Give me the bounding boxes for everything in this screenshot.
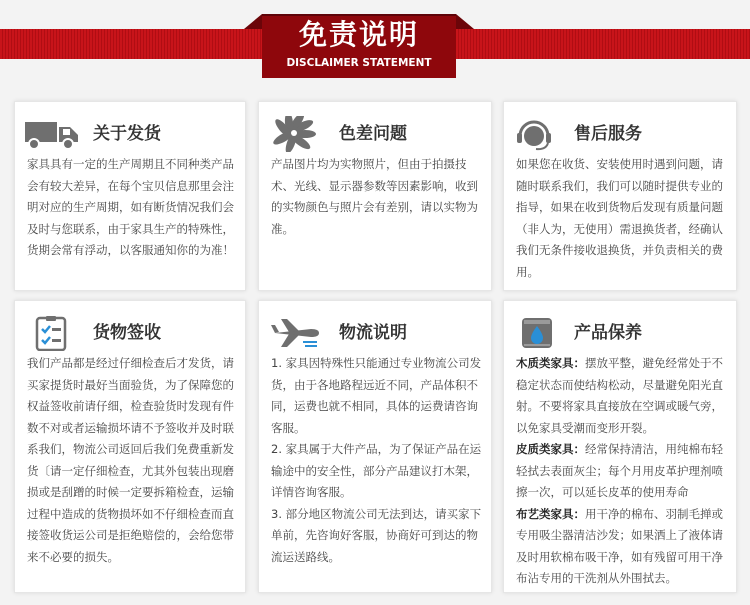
truck-icon: [23, 116, 81, 152]
card-text: [516, 154, 728, 283]
card-paragraph: 家具具有一定的生产周期且不同种类产品会有较大差异，在每个宝贝信息那里会注明对应的生产周期，如有断货情况我们会及时与您联系，由于家具生产的特殊性，货期会常有浮动，以客服通知你的为准！: [27, 157, 234, 257]
card-logistics: [258, 300, 492, 593]
disclaimer-banner: [0, 0, 750, 88]
card-title: 产品保养: [574, 323, 642, 343]
care-label: 皮质类家具：: [516, 442, 585, 456]
card-receipt: [14, 300, 246, 593]
card-shipping: [14, 101, 246, 291]
care-label: 木质类家具：: [516, 356, 585, 370]
banner-title: 免责说明: [298, 18, 419, 51]
banner-tab-fold-right: [456, 14, 474, 29]
card-paragraph: 1. 家具因特殊性只能通过专业物流公司发货，由于各地路程远近不同，产品体积不同，运费也就不相同，具体的运费请咨询客服。: [271, 356, 482, 435]
card-text: [27, 154, 237, 262]
color-palette-icon: [267, 116, 325, 152]
card-text: [271, 154, 483, 240]
card-paragraph: 产品图片均为实物照片，但由于拍摄技术、光线、显示器参数等因素影响，收到的实物颜色与照片会有差别，请以实物为准。: [271, 157, 478, 236]
card-paragraph: 2. 家具属于大件产品，为了保证产品在运输途中的安全性，部分产品建议打木架，详情咨询客服。: [271, 442, 482, 499]
care-section-leather: [516, 439, 728, 504]
card-title: 货物签收: [93, 323, 161, 343]
care-section-wood: [516, 353, 728, 439]
card-text: [516, 353, 728, 590]
card-text: [27, 353, 237, 568]
care-text: 用干净的棉布、羽制毛掸或专用吸尘器清洁沙发；如果洒上了液体请及时用软棉布吸干净，如有残留可用干净布沾专用的干洗剂从外围拭去。: [516, 506, 723, 585]
card-title: 色差问题: [339, 124, 407, 144]
card-title: 物流说明: [339, 323, 407, 343]
care-section-fabric: [516, 504, 728, 590]
card-maintenance: [503, 300, 737, 593]
clipboard-check-icon: [23, 315, 81, 351]
care-maintenance-icon: [512, 315, 570, 351]
banner-tab-fold-left: [244, 14, 262, 29]
card-title: 关于发货: [93, 124, 161, 144]
care-text: 经常保持清洁，用纯棉布轻轻拭去表面灰尘；每个月用皮革护理剂喷擦一次，可以延长皮革的使用寿命: [516, 442, 723, 499]
card-after-sales: [503, 101, 737, 291]
airplane-icon: [267, 315, 325, 351]
card-title: 售后服务: [574, 124, 642, 144]
care-text: 摆放平整，避免经常处于不稳定状态而使结构松动，尽量避免阳光直射。不要将家具直接放在空调或暖气旁，以免家具受潮而变形开裂。: [516, 356, 723, 435]
card-paragraph: 3. 部分地区物流公司无法到达，请买家下单前，先咨询好客服，协商好可到达的物流运送路线。: [271, 506, 482, 564]
card-color-difference: [258, 101, 492, 291]
care-label: 布艺类家具：: [516, 506, 585, 521]
customer-service-headset-icon: [512, 116, 570, 152]
card-text: [271, 353, 483, 568]
card-paragraph: 如果您在收货、安装使用时遇到问题，请随时联系我们，我们可以随时提供专业的指导，如果在收到货物后发现有质量问题（非人为，无使用）需退换货者，经确认我们无条件接收退换货，并负责相关的费用。: [516, 157, 723, 279]
card-paragraph: 我们产品都是经过仔细检查后才发货，请买家提货时最好当面验货，为了保障您的权益签收前请仔细，检查验货时发现有件数不对或者运输损坏请不予签收并及时联系我们，物流公司返回后我们免费重新发货〔请一定仔细检查，尤其外包装出现磨损或是刮蹭的时候一定要拆箱检查，运输过程中造成的货物损坏如不仔细检查而直接签收货运公司是拒绝赔偿的，会给您带来不必要的损失。: [27, 356, 234, 564]
banner-subtitle: DISCLAIMER STATEMENT: [286, 57, 432, 69]
